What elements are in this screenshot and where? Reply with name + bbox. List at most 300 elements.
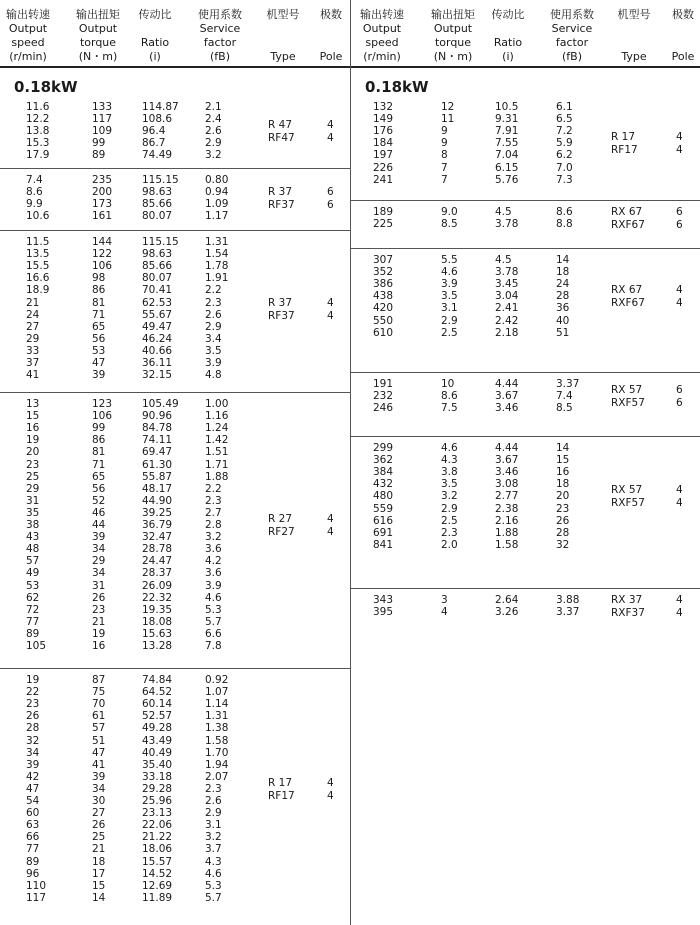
torque-cell: 27 xyxy=(92,807,106,820)
torque-cell: 86 xyxy=(92,434,106,447)
factor-cell: 1.38 xyxy=(205,722,229,735)
type-label: R 37 xyxy=(268,296,292,309)
torque-cell: 39 xyxy=(92,770,106,783)
ratio-cell: 80.07 xyxy=(142,210,173,223)
torque-cell: 7 xyxy=(441,161,448,174)
table-row xyxy=(0,519,350,531)
speed-cell: 47 xyxy=(26,782,40,795)
factor-cell: 3.2 xyxy=(205,531,222,544)
header-pole-en1 xyxy=(665,22,700,36)
table-row xyxy=(0,831,350,843)
type-label: R 17 xyxy=(611,131,635,144)
type-label: RXF57 xyxy=(611,397,645,410)
ratio-cell: 1.88 xyxy=(495,526,519,539)
table-row xyxy=(0,446,350,458)
speed-cell: 43 xyxy=(26,531,40,544)
speed-cell: 438 xyxy=(373,290,394,303)
table-row xyxy=(351,594,700,606)
speed-cell: 53 xyxy=(26,579,40,592)
header-ratio-en3: (i) xyxy=(149,50,161,63)
header-ratio-zh: 传动比 xyxy=(138,8,172,21)
speed-cell: 63 xyxy=(26,819,40,832)
factor-cell: 2.6 xyxy=(205,125,222,138)
ratio-cell: 55.67 xyxy=(142,308,173,321)
factor-cell: 8.6 xyxy=(556,206,573,218)
ratio-cell: 23.13 xyxy=(142,807,173,820)
type-label: R 17 xyxy=(268,776,292,789)
table-row xyxy=(351,290,700,302)
factor-cell: 2.3 xyxy=(205,296,222,309)
torque-cell: 51 xyxy=(92,734,106,747)
table-row xyxy=(351,137,700,149)
torque-cell: 19 xyxy=(92,627,106,640)
factor-cell: 1.31 xyxy=(205,710,229,723)
ratio-cell: 35.40 xyxy=(142,758,173,771)
torque-cell: 30 xyxy=(92,795,106,807)
speed-cell: 246 xyxy=(373,402,394,415)
speed-cell: 11.5 xyxy=(26,236,50,248)
header-pole-zh: 极数 xyxy=(672,8,694,21)
ratio-cell: 85.66 xyxy=(142,260,173,273)
header-torque-en2: torque xyxy=(434,36,472,49)
ratio-cell: 19.35 xyxy=(142,603,173,616)
factor-cell: 3.2 xyxy=(205,831,222,844)
factor-cell: 7.3 xyxy=(556,173,573,186)
factor-cell: 3.1 xyxy=(205,819,222,832)
factor-cell: 28 xyxy=(556,290,570,303)
ratio-cell: 74.11 xyxy=(142,434,173,447)
ratio-cell: 3.46 xyxy=(495,402,519,415)
factor-cell: 1.14 xyxy=(205,698,229,711)
factor-cell: 4.6 xyxy=(205,591,222,604)
pole-label: 6 xyxy=(676,384,683,397)
type-label: RF17 xyxy=(611,144,638,157)
header-pole-en2 xyxy=(314,36,348,50)
table-row xyxy=(0,555,350,567)
table-row xyxy=(351,266,700,278)
ratio-cell: 2.41 xyxy=(495,302,519,315)
speed-cell: 77 xyxy=(26,843,40,856)
ratio-cell: 105.49 xyxy=(142,398,179,410)
header-factor xyxy=(541,8,603,64)
torque-cell: 109 xyxy=(92,125,113,138)
factor-cell: 4.2 xyxy=(205,555,222,568)
ratio-cell: 11.89 xyxy=(142,891,173,904)
ratio-cell: 26.09 xyxy=(142,579,173,592)
factor-cell: 6.5 xyxy=(556,113,573,126)
torque-cell: 173 xyxy=(92,198,113,211)
speed-cell: 386 xyxy=(373,278,394,291)
ratio-cell: 18.06 xyxy=(142,843,173,856)
ratio-cell: 80.07 xyxy=(142,272,173,285)
table-row xyxy=(0,795,350,807)
header-torque-en3: (N・m) xyxy=(433,50,473,63)
factor-cell: 1.09 xyxy=(205,198,229,211)
type-label: R 27 xyxy=(268,512,292,525)
factor-cell: 0.92 xyxy=(205,674,229,686)
speed-cell: 132 xyxy=(373,101,394,113)
torque-cell: 87 xyxy=(92,674,106,686)
ratio-cell: 49.28 xyxy=(142,722,173,735)
ratio-cell: 9.31 xyxy=(495,113,519,126)
table-row xyxy=(0,567,350,579)
table-row xyxy=(351,206,700,218)
torque-cell: 21 xyxy=(92,843,106,856)
factor-cell: 40 xyxy=(556,314,570,327)
ratio-cell: 13.28 xyxy=(142,640,173,652)
ratio-cell: 4.5 xyxy=(495,254,512,266)
pole-label: 4 xyxy=(327,789,334,802)
type-label: RF37 xyxy=(268,309,295,322)
factor-cell: 6.2 xyxy=(556,149,573,162)
factor-cell: 1.07 xyxy=(205,686,229,699)
speed-cell: 89 xyxy=(26,627,40,640)
pole-label: 4 xyxy=(676,497,683,510)
table-row xyxy=(351,315,700,327)
table-row xyxy=(0,410,350,422)
ratio-cell: 4.5 xyxy=(495,206,512,218)
torque-cell: 200 xyxy=(92,186,113,199)
torque-cell: 117 xyxy=(92,113,113,126)
header-torque xyxy=(66,8,130,64)
ratio-cell: 7.04 xyxy=(495,149,519,162)
factor-cell: 3.9 xyxy=(205,357,222,369)
header-pole-en3: Pole xyxy=(319,50,343,63)
ratio-cell: 49.47 xyxy=(142,320,173,333)
header-speed-zh: 输出转速 xyxy=(360,8,404,21)
header-type-en1 xyxy=(609,22,659,36)
table-row xyxy=(0,422,350,434)
torque-cell: 3.5 xyxy=(441,478,458,491)
table-row xyxy=(0,186,350,198)
torque-cell: 39 xyxy=(92,531,106,544)
torque-cell: 16 xyxy=(92,640,106,652)
header-speed-en1: Output xyxy=(8,22,48,35)
header-ratio-en2: Ratio xyxy=(493,36,523,49)
ratio-cell: 48.17 xyxy=(142,482,173,495)
torque-cell: 8.5 xyxy=(441,218,458,231)
torque-cell: 71 xyxy=(92,308,106,321)
factor-cell: 5.9 xyxy=(556,137,573,150)
power-rating: 0.18kW xyxy=(14,78,78,96)
factor-cell: 2.8 xyxy=(205,519,222,531)
table-row xyxy=(351,515,700,527)
torque-cell: 9.0 xyxy=(441,206,458,218)
factor-cell: 3.6 xyxy=(205,567,222,580)
table-row xyxy=(0,628,350,640)
table-row xyxy=(0,868,350,880)
speed-cell: 352 xyxy=(373,266,394,279)
group-divider xyxy=(0,230,350,231)
header-type-en1 xyxy=(258,22,308,36)
ratio-cell: 18.08 xyxy=(142,615,173,628)
ratio-cell: 86.7 xyxy=(142,137,166,150)
factor-cell: 1.94 xyxy=(205,758,229,771)
header-ratio-en1 xyxy=(485,22,531,36)
type-label: RX 67 xyxy=(611,206,643,218)
ratio-cell: 3.45 xyxy=(495,278,519,291)
ratio-cell: 14.52 xyxy=(142,867,173,880)
table-row xyxy=(351,254,700,266)
table-row xyxy=(0,434,350,446)
torque-cell: 53 xyxy=(92,344,106,357)
type-label: RXF67 xyxy=(611,297,645,310)
factor-cell: 2.3 xyxy=(205,782,222,795)
speed-cell: 16.6 xyxy=(26,272,50,285)
speed-cell: 38 xyxy=(26,519,40,531)
table-row xyxy=(0,531,350,543)
speed-cell: 9.9 xyxy=(26,198,43,211)
ratio-cell: 2.77 xyxy=(495,490,519,503)
torque-cell: 14 xyxy=(92,891,106,904)
speed-cell: 96 xyxy=(26,867,40,880)
speed-cell: 191 xyxy=(373,378,394,390)
factor-cell: 3.4 xyxy=(205,332,222,345)
pole-label: 4 xyxy=(327,132,334,145)
torque-cell: 161 xyxy=(92,210,113,223)
ratio-cell: 84.78 xyxy=(142,422,173,435)
header-torque-en1: Output xyxy=(78,22,118,35)
type-label: RXF67 xyxy=(611,219,645,231)
factor-cell: 15 xyxy=(556,454,570,467)
header-ratio xyxy=(132,8,178,64)
torque-cell: 2.5 xyxy=(441,326,458,339)
torque-cell: 89 xyxy=(92,149,106,162)
pole-label: 4 xyxy=(676,131,683,144)
ratio-cell: 33.18 xyxy=(142,770,173,783)
factor-cell: 0.94 xyxy=(205,186,229,199)
torque-cell: 7 xyxy=(441,173,448,186)
torque-cell: 133 xyxy=(92,101,113,113)
speed-cell: 57 xyxy=(26,555,40,568)
speed-cell: 33 xyxy=(26,344,40,357)
ratio-cell: 90.96 xyxy=(142,410,173,423)
factor-cell: 32 xyxy=(556,538,570,551)
table-row xyxy=(351,218,700,230)
torque-cell: 4.6 xyxy=(441,442,458,454)
factor-cell: 23 xyxy=(556,502,570,515)
table-row xyxy=(0,592,350,604)
ratio-cell: 36.11 xyxy=(142,357,173,369)
table-row xyxy=(0,616,350,628)
factor-cell: 18 xyxy=(556,478,570,491)
torque-cell: 4.6 xyxy=(441,266,458,279)
table-row xyxy=(0,398,350,410)
factor-cell: 3.88 xyxy=(556,594,580,606)
table-row xyxy=(0,113,350,125)
factor-cell: 8.8 xyxy=(556,218,573,231)
table-row xyxy=(0,735,350,747)
torque-cell: 81 xyxy=(92,296,106,309)
table-row xyxy=(0,580,350,592)
speed-cell: 225 xyxy=(373,218,394,231)
header-factor-en3: (fB) xyxy=(561,50,582,63)
speed-cell: 17.9 xyxy=(26,149,50,162)
torque-cell: 5.5 xyxy=(441,254,458,266)
table-row xyxy=(0,248,350,260)
ratio-cell: 21.22 xyxy=(142,831,173,844)
speed-cell: 20 xyxy=(26,446,40,459)
speed-cell: 362 xyxy=(373,454,394,467)
speed-cell: 189 xyxy=(373,206,394,218)
pole-label: 4 xyxy=(327,525,334,538)
torque-cell: 7.5 xyxy=(441,402,458,415)
pole-label: 4 xyxy=(327,512,334,525)
header-pole-en3: Pole xyxy=(671,50,695,63)
header-type xyxy=(609,8,659,64)
torque-cell: 18 xyxy=(92,855,106,868)
ratio-cell: 4.44 xyxy=(495,378,519,390)
table-row xyxy=(0,284,350,296)
header-torque-zh: 输出扭矩 xyxy=(431,8,475,21)
speed-cell: 72 xyxy=(26,603,40,616)
header-factor-zh: 使用系数 xyxy=(550,8,594,21)
table-row xyxy=(0,345,350,357)
speed-cell: 226 xyxy=(373,161,394,174)
torque-cell: 65 xyxy=(92,320,106,333)
ratio-cell: 3.67 xyxy=(495,390,519,403)
torque-cell: 15 xyxy=(92,879,106,892)
speed-cell: 41 xyxy=(26,369,40,382)
ratio-cell: 6.15 xyxy=(495,161,519,174)
factor-cell: 1.70 xyxy=(205,746,229,759)
speed-cell: 149 xyxy=(373,113,394,126)
header-speed xyxy=(359,8,405,64)
ratio-cell: 2.18 xyxy=(495,326,519,339)
factor-cell: 3.37 xyxy=(556,378,580,390)
factor-cell: 3.5 xyxy=(205,344,222,357)
torque-cell: 17 xyxy=(92,867,106,880)
ratio-cell: 69.47 xyxy=(142,446,173,459)
header-ratio-zh: 传动比 xyxy=(491,8,525,21)
torque-cell: 26 xyxy=(92,591,106,604)
factor-cell: 24 xyxy=(556,278,570,291)
table-row xyxy=(351,539,700,551)
ratio-cell: 3.46 xyxy=(495,466,519,479)
factor-cell: 1.51 xyxy=(205,446,229,459)
torque-cell: 235 xyxy=(92,174,113,186)
table-row xyxy=(351,278,700,290)
ratio-cell: 43.49 xyxy=(142,734,173,747)
table-row xyxy=(0,236,350,248)
ratio-cell: 32.47 xyxy=(142,531,173,544)
torque-cell: 71 xyxy=(92,458,106,471)
header-factor-zh: 使用系数 xyxy=(198,8,242,21)
ratio-cell: 2.38 xyxy=(495,502,519,515)
table-row xyxy=(0,459,350,471)
right-column xyxy=(350,0,700,925)
type-label: RF37 xyxy=(268,199,295,212)
pole-label: 6 xyxy=(676,206,683,218)
ratio-cell: 3.78 xyxy=(495,218,519,231)
torque-cell: 123 xyxy=(92,398,113,410)
speed-cell: 62 xyxy=(26,591,40,604)
factor-cell: 16 xyxy=(556,466,570,479)
factor-cell: 20 xyxy=(556,490,570,503)
table-row xyxy=(0,174,350,186)
factor-cell: 28 xyxy=(556,526,570,539)
factor-cell: 7.8 xyxy=(205,640,222,652)
table-row xyxy=(351,402,700,414)
header-speed-en2: speed xyxy=(365,36,399,49)
speed-cell: 16 xyxy=(26,422,40,435)
torque-cell: 3.2 xyxy=(441,490,458,503)
ratio-cell: 39.25 xyxy=(142,506,173,519)
factor-cell: 2.2 xyxy=(205,284,222,297)
speed-cell: 105 xyxy=(26,640,47,652)
header-type xyxy=(258,8,308,64)
table-row xyxy=(351,390,700,402)
table-row xyxy=(351,442,700,454)
torque-cell: 65 xyxy=(92,470,106,483)
torque-cell: 75 xyxy=(92,686,106,699)
speed-cell: 184 xyxy=(373,137,394,150)
speed-cell: 13 xyxy=(26,398,40,410)
ratio-cell: 2.42 xyxy=(495,314,519,327)
torque-cell: 34 xyxy=(92,782,106,795)
ratio-cell: 46.24 xyxy=(142,332,173,345)
torque-cell: 106 xyxy=(92,410,113,423)
ratio-cell: 1.58 xyxy=(495,538,519,551)
table-header xyxy=(351,0,700,68)
torque-cell: 2.3 xyxy=(441,526,458,539)
table-row xyxy=(0,495,350,507)
ratio-cell: 28.37 xyxy=(142,567,173,580)
torque-cell: 29 xyxy=(92,555,106,568)
ratio-cell: 7.55 xyxy=(495,137,519,150)
ratio-cell: 29.28 xyxy=(142,782,173,795)
factor-cell: 2.4 xyxy=(205,113,222,126)
pole-label: 4 xyxy=(676,484,683,497)
factor-cell: 7.0 xyxy=(556,161,573,174)
torque-cell: 70 xyxy=(92,698,106,711)
torque-cell: 9 xyxy=(441,137,448,150)
speed-cell: 307 xyxy=(373,254,394,266)
torque-cell: 25 xyxy=(92,831,106,844)
ratio-cell: 115.15 xyxy=(142,236,179,248)
speed-cell: 232 xyxy=(373,390,394,403)
group-divider xyxy=(351,372,700,373)
speed-cell: 23 xyxy=(26,698,40,711)
table-row xyxy=(0,698,350,710)
factor-cell: 3.37 xyxy=(556,606,580,619)
factor-cell: 14 xyxy=(556,254,570,266)
speed-cell: 66 xyxy=(26,831,40,844)
speed-cell: 11.6 xyxy=(26,101,50,113)
torque-cell: 57 xyxy=(92,722,106,735)
type-label: RX 37 xyxy=(611,594,643,606)
header-factor-en2: factor xyxy=(203,36,237,49)
ratio-cell: 10.5 xyxy=(495,101,519,113)
torque-cell: 12 xyxy=(441,101,455,113)
ratio-cell: 5.76 xyxy=(495,173,519,186)
table-header xyxy=(0,0,350,68)
factor-cell: 7.2 xyxy=(556,125,573,138)
table-row xyxy=(351,490,700,502)
factor-cell: 14 xyxy=(556,442,570,454)
header-factor-en2: factor xyxy=(555,36,589,49)
table-row xyxy=(351,149,700,161)
header-type-en3: Type xyxy=(270,50,296,63)
ratio-cell: 40.49 xyxy=(142,746,173,759)
torque-cell: 34 xyxy=(92,543,106,556)
table-row xyxy=(0,747,350,759)
torque-cell: 2.0 xyxy=(441,538,458,551)
header-torque-en2: torque xyxy=(79,36,117,49)
group-divider xyxy=(351,588,700,589)
torque-cell: 47 xyxy=(92,357,106,369)
speed-cell: 616 xyxy=(373,514,394,527)
